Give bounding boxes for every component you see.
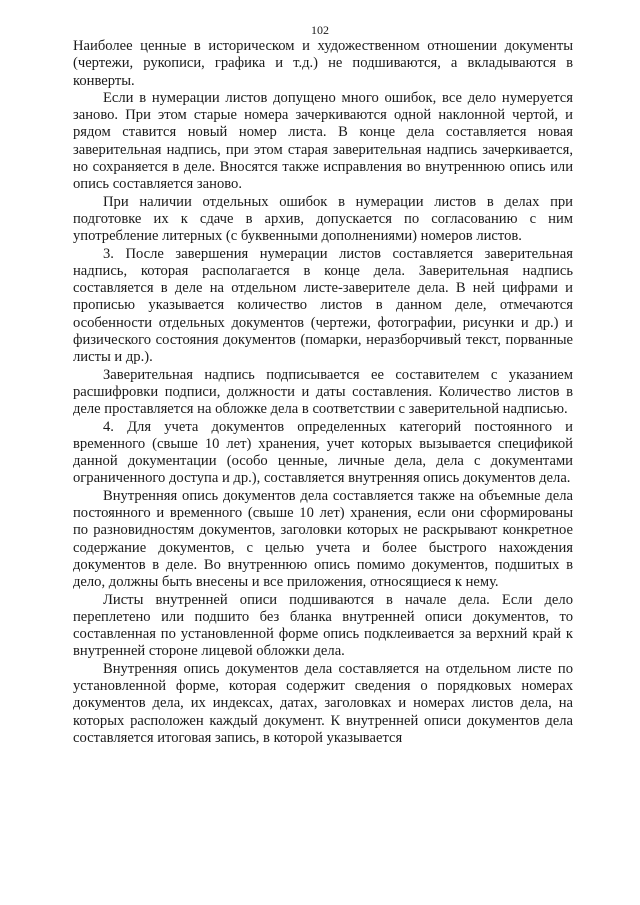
body-text [73,38,573,747]
paragraph: Листы внутренней описи подшиваются в начале дела. Если дело переплетено или подшито без бланка внутренней описи документов, то составленная по установленной форме опись подклеивается за верхний край к внутренней стороне лицевой обложки дела. [73,591,573,660]
paragraph: 3. После завершения нумерации листов составляется заверительная надпись, которая располагается в конце дела. Заверительная надпись составляется в деле на отдельном листе-заверителе дела. В ней цифрами и прописью указывается количество листов в данном деле, отмечаются особенности отдельных документов (чертежи, фотографии, рисунки и др.) и физического состояния документов (помарки, неразборчивый текст, порванные листы и др.). [73,245,573,366]
paragraph: Если в нумерации листов допущено много ошибок, все дело нумеруется заново. При этом старые номера зачеркиваются одной наклонной чертой, и рядом ставится новый номер листа. В конце дела составляется новая заверительная надпись, при этом старая заверительная надпись зачеркивается, но сохраняется в деле. Вносятся также исправления во внутреннюю опись или опись составляется заново. [73,89,573,193]
page-number: 102 [311,23,329,37]
paragraph: При наличии отдельных ошибок в нумерации листов в делах при подготовке их к сдаче в архив, допускается по согласованию с ним употребление литерных (с буквенными дополнениями) номеров листов. [73,193,573,245]
paragraph: 4. Для учета документов определенных категорий постоянного и временного (свыше 10 лет) хранения, учет которых вызывается спецификой данной документации (особо ценные, личные дела, дела с документами ограниченного доступа и др.), составляется внутренняя опись документов дела. [73,418,573,487]
paragraph: Наиболее ценные в историческом и художественном отношении документы (чертежи, рукописи, графика и т.д.) не подшиваются, а вкладываются в конверты. [73,38,573,89]
paragraph: Внутренняя опись документов дела составляется также на объемные дела постоянного и временного (свыше 10 лет) хранения, если они сформированы по разновидностям документов, заголовки которых не раскрывают конкретное содержание документов, с целью учета и более быстрого нахождения документов в деле. Во внутреннюю опись помимо документов, подшитых в дело, должны быть внесены и все приложения, относящиеся к нему. [73,487,573,591]
paragraph: Заверительная надпись подписывается ее составителем с указанием расшифровки подписи, должности и даты составления. Количество листов в деле проставляется на обложке дела в соответствии с заверительной надписью. [73,366,573,418]
paragraph: Внутренняя опись документов дела составляется на отдельном листе по установленной форме, которая содержит сведения о порядковых номерах документов дела, их индексах, датах, заголовках и номерах листов дела, на которых расположен каждый документ. К внутренней описи документов дела составляется итоговая запись, в которой указывается [73,660,573,746]
